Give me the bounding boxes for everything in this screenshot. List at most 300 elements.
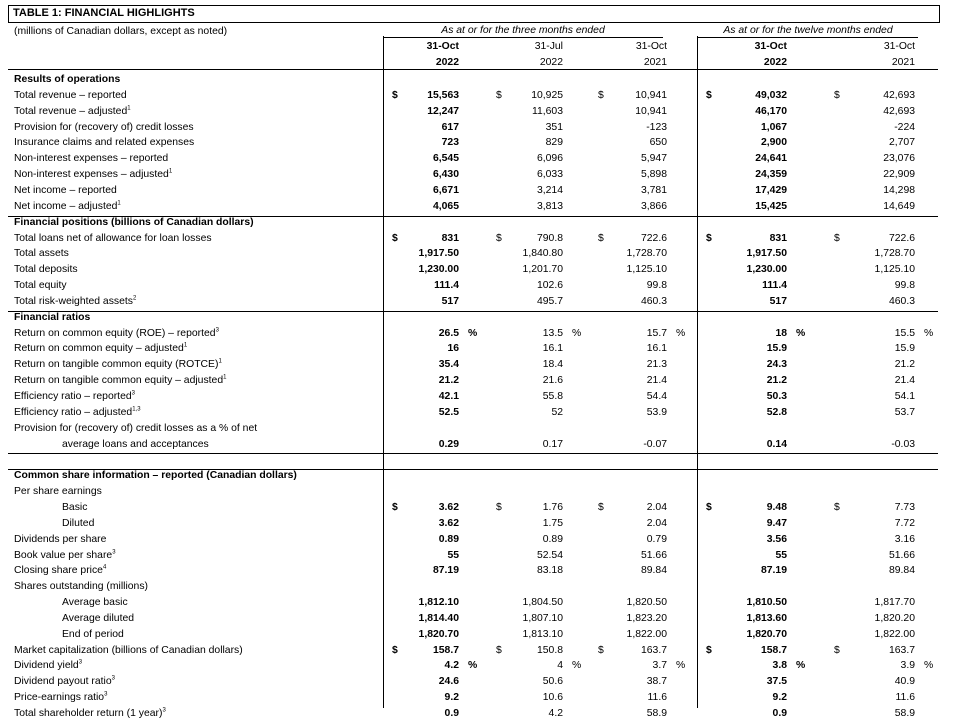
table-cell: 0.29 [438,438,459,450]
table-cell: 1,817.70 [874,597,915,609]
table-cell: 46,170 [755,105,787,117]
table-cell: 51.66 [640,549,667,561]
row-label [62,629,124,640]
table-cell: 3.56 [766,533,787,545]
table-cell: 3.8 [772,660,787,672]
row-label-text: Dividends per share [14,533,107,545]
table-cell: 1,814.40 [418,612,459,624]
table-cell: 1.75 [542,517,563,529]
table-cell: 0.17 [542,438,563,450]
table-cell: 42.1 [438,391,459,402]
footnote-marker: 3 [162,707,166,714]
currency-symbol: $ [496,89,502,101]
table-cell: 2,707 [888,137,915,149]
table-cell: 0.79 [646,533,667,545]
table-title-box [8,5,940,23]
currency-symbol: $ [598,232,604,244]
row-label-text: Provision for (recovery of) credit losses [14,121,194,133]
table-cell: 3.9 [900,660,915,672]
row-label [14,423,257,434]
table-cell: 722.6 [640,232,667,244]
percent-symbol: % [572,660,582,672]
row-label [14,708,166,719]
column-year-1: 2022 [539,57,563,68]
row-label [14,264,78,275]
footnote-marker: 3 [112,549,116,556]
table-cell: 7.72 [894,517,915,529]
table-cell: 3.16 [894,533,915,545]
row-label [14,486,102,497]
row-label-text: Efficiency ratio – adjusted [14,406,133,418]
table-cell: 16 [447,343,459,355]
currency-symbol: $ [496,232,502,244]
table-cell: 0.89 [438,533,459,545]
currency-symbol: $ [598,501,604,513]
table-cell: 460.3 [888,295,915,307]
column-separator [697,36,698,708]
percent-symbol: % [468,327,478,339]
table-cell: 831 [441,232,459,244]
table-cell: 52 [551,406,563,418]
table-cell: 24.3 [766,359,787,371]
column-date-3: 31-Oct [754,41,787,52]
table-cell: 55 [447,549,459,561]
table-cell: 15.5 [894,327,915,339]
table-cell: 35.4 [438,359,459,371]
row-label-text: Diluted [62,517,95,529]
table-cell: 163.7 [640,644,667,656]
currency-symbol: $ [392,89,398,101]
percent-symbol: % [676,327,686,339]
row-label-text: Total assets [14,248,69,260]
table-cell: 1,067 [760,121,787,133]
table-cell: 495.7 [536,295,563,307]
table-cell: 21.3 [646,359,667,371]
table-cell: 3.7 [652,660,667,672]
footnote-marker: 1 [218,358,222,365]
table-cell: 1,822.00 [874,628,915,640]
column-year-4: 2021 [891,57,915,68]
table-cell: 0.9 [444,708,459,719]
table-cell: 1,820.20 [874,612,915,624]
table-cell: 3,813 [536,200,563,212]
table-cell: 53.7 [894,406,915,418]
table-cell: 14,298 [883,184,915,196]
table-cell: 89.84 [640,565,667,577]
table-cell: 2,900 [760,137,787,149]
group-underline-three-months [383,37,663,38]
row-label-text: Dividend payout ratio [14,676,112,688]
table-cell: 21.2 [438,375,459,387]
table-cell: 24.6 [438,676,459,688]
table-cell: 1,810.50 [746,597,787,609]
table-cell: 3.62 [438,501,459,513]
table-cell: 6,430 [432,169,459,181]
table-cell: 1,812.10 [418,597,459,609]
table-cell: 0.14 [766,438,787,450]
table-cell: 2.04 [646,501,667,513]
row-label [62,597,128,608]
row-label-text: Financial ratios [14,311,91,323]
table-cell: 163.7 [888,644,915,656]
footnote-marker: 1,3 [132,406,141,413]
table-cell: 3,214 [536,184,563,196]
footnote-marker: 3 [131,390,135,397]
row-label [14,122,194,133]
footnote-marker: 1 [183,342,188,349]
row-label-text: Shares outstanding (millions) [14,581,148,593]
currency-symbol: $ [834,501,840,513]
table-cell: 15,425 [755,200,787,212]
table-cell: 11.6 [647,692,667,704]
table-cell: 2.04 [646,517,667,529]
row-label-text: Dividend yield [14,660,79,672]
row-label-text: Average basic [62,597,128,609]
footnote-marker: 3 [111,675,115,682]
row-label-text: Return on tangible common equity – adjusted [14,375,224,387]
row-label-text: Closing share price [14,565,103,577]
table-cell: 1,230.00 [746,264,787,276]
table-cell: -0.07 [643,438,667,450]
row-label-text: Return on tangible common equity (ROTCE) [14,359,219,371]
row-label [14,581,148,592]
table-cell: 650 [649,137,667,149]
percent-symbol: % [796,660,806,672]
table-cell: 15.9 [894,343,915,355]
row-label-text: Total equity [14,280,67,292]
table-cell: 158.7 [760,644,787,656]
row-label [14,90,127,101]
currency-symbol: $ [706,89,712,101]
row-label-text: Results of operations [14,74,121,85]
currency-symbol: $ [392,501,398,513]
column-separator [383,36,384,708]
row-label-text: Common share information – reported (Canadian dollars) [14,470,297,482]
row-label [14,201,121,212]
table-cell: 11.6 [895,692,915,704]
percent-symbol: % [924,660,934,672]
row-label [14,169,172,180]
row-label-text: Non-interest expenses – adjusted [14,169,169,181]
table-cell: 1,820.70 [418,628,459,640]
row-label-text: Total risk-weighted assets [14,295,133,307]
table-cell: 9.2 [772,692,787,704]
table-cell: 9.47 [766,517,787,529]
row-label-text: Price-earnings ratio [14,692,105,704]
percent-symbol: % [572,327,582,339]
table-cell: 10,941 [635,89,667,101]
table-cell: 89.84 [888,565,915,577]
table-cell: 111.4 [762,280,787,292]
table-cell: 1,823.20 [626,612,667,624]
section-heading [14,74,120,85]
row-label [14,407,141,418]
row-label [14,550,116,561]
table-cell: 52.54 [536,549,563,561]
table-cell: 14,649 [883,200,915,212]
table-cell: 1,917.50 [418,248,459,260]
row-label [14,296,136,307]
column-year-2: 2021 [643,57,667,68]
row-label [14,280,67,291]
table-cell: 17,429 [755,184,787,196]
table-cell: 55.8 [542,391,563,402]
row-label [62,502,87,513]
table-cell: 722.6 [888,232,915,244]
table-cell: 6,545 [432,153,459,165]
table-cell: 40.9 [894,676,915,688]
table-cell: 37.5 [766,676,787,688]
row-label [14,328,219,339]
table-subtitle: (millions of Canadian dollars, except as noted) [14,26,228,37]
row-label-text: Total revenue – adjusted [14,105,128,117]
table-cell: 5,898 [640,169,667,181]
footnote-marker: 1 [223,374,227,381]
row-label [14,660,82,671]
row-label-text: Per share earnings [14,486,102,498]
table-cell: 1,125.10 [874,264,915,276]
currency-symbol: $ [706,232,712,244]
table-cell: 1,728.70 [874,248,915,260]
table-cell: -0.03 [891,438,915,450]
footnote-marker: 3 [78,659,83,666]
table-cell: 22,909 [883,169,915,181]
table-cell: 1,125.10 [626,264,667,276]
section-rule [8,311,938,312]
section-heading [14,470,297,481]
row-label-text: Efficiency ratio – reported [14,391,132,402]
table-cell: 1,728.70 [626,248,667,260]
section-heading [14,217,254,228]
header-bottom-rule [8,69,938,70]
row-label [14,185,117,196]
table-cell: 21.6 [542,375,563,387]
table-cell: 16.1 [646,343,667,355]
footnote-marker: 1 [127,105,131,112]
row-label-text: Total loans net of allowance for loan losses [14,232,212,244]
footnote-marker: 3 [215,327,219,334]
section-rule [8,453,938,454]
table-cell: 21.4 [646,375,667,387]
percent-symbol: % [924,327,934,339]
table-cell: 50.3 [766,391,787,402]
table-cell: 58.9 [894,708,915,719]
table-cell: 1,201.70 [522,264,563,276]
table-cell: 10,941 [635,105,667,117]
row-label [14,359,222,370]
percent-symbol: % [468,660,478,672]
table-cell: 111.4 [434,280,459,292]
table-cell: 3,866 [640,200,667,212]
table-cell: 351 [545,121,563,133]
row-label-text: Book value per share [14,549,113,561]
row-label [14,534,106,545]
table-cell: 831 [769,232,787,244]
table-cell: 53.9 [646,406,667,418]
table-cell: 50.6 [542,676,563,688]
table-cell: 52.5 [438,406,459,418]
currency-symbol: $ [392,232,398,244]
row-label-text: Net income – reported [14,184,117,196]
table-cell: 1,230.00 [418,264,459,276]
row-label [14,375,226,386]
row-label-text: Total shareholder return (1 year) [14,708,163,719]
currency-symbol: $ [496,501,502,513]
percent-symbol: % [796,327,806,339]
currency-symbol: $ [834,89,840,101]
column-date-2: 31-Oct [635,41,667,52]
row-label [14,106,131,117]
table-cell: 15.7 [646,327,667,339]
row-label [14,343,187,354]
table-cell: 0.89 [542,533,563,545]
table-cell: 58.9 [646,708,667,719]
table-cell: 3.62 [438,517,459,529]
row-label-text: Market capitalization (billions of Canadian dollars) [14,644,243,656]
table-cell: 6,033 [536,169,563,181]
table-cell: 4.2 [444,660,459,672]
currency-symbol: $ [392,644,398,656]
table-cell: 38.7 [646,676,667,688]
table-cell: 158.7 [432,644,459,656]
table-cell: 10,925 [531,89,563,101]
row-label [62,613,134,624]
table-cell: 87.19 [760,565,787,577]
row-label-text: average loans and acceptances [62,438,209,450]
table-cell: 49,032 [755,89,787,101]
row-label [14,153,168,164]
table-cell: 617 [441,121,459,133]
row-label [14,565,106,576]
footnote-marker: 3 [104,691,108,698]
table-cell: 55 [775,549,787,561]
table-cell: 24,359 [755,169,787,181]
group-header-twelve-months: As at or for the twelve months ended [723,25,893,36]
table-cell: 42,693 [883,105,915,117]
table-cell: 52.8 [766,406,787,418]
table-cell: 21.4 [894,375,915,387]
table-cell: 54.1 [894,391,915,402]
row-label-text: Insurance claims and related expenses [14,137,195,149]
table-cell: 1,820.50 [626,597,667,609]
row-label [14,248,69,259]
table-cell: 1,820.70 [746,628,787,640]
table-cell: 1,807.10 [522,612,563,624]
currency-symbol: $ [706,644,712,656]
table-cell: 1,822.00 [626,628,667,640]
table-cell: 15,563 [427,89,459,101]
table-cell: 6,096 [536,153,563,165]
row-label [14,391,135,402]
table-cell: 6,671 [432,184,459,196]
table-cell: 21.2 [894,359,915,371]
row-label [14,676,115,687]
table-cell: 460.3 [640,295,667,307]
row-label-text: Non-interest expenses – reported [14,153,169,165]
table-cell: 9.48 [766,501,787,513]
currency-symbol: $ [706,501,712,513]
footnote-marker: 2 [132,295,137,302]
row-label [62,439,209,450]
table-cell: 4.2 [548,708,563,719]
row-label-text: Net income – adjusted [14,200,118,212]
table-cell: 51.66 [888,549,915,561]
table-cell: 23,076 [883,153,915,165]
row-label-text: Average diluted [62,612,135,624]
percent-symbol: % [676,660,686,672]
table-cell: 42,693 [883,89,915,101]
row-label-text: Return on common equity (ROE) – reported [14,327,216,339]
table-cell: 83.18 [536,565,563,577]
table-cell: 102.6 [536,280,563,292]
column-year-3: 2022 [763,57,787,68]
currency-symbol: $ [834,232,840,244]
table-cell: 13.5 [542,327,563,339]
table-cell: 99.8 [894,280,915,292]
table-cell: 99.8 [646,280,667,292]
table-cell: 16.1 [542,343,563,355]
table-cell: 1.76 [542,501,563,513]
table-cell: 12,247 [427,105,459,117]
currency-symbol: $ [598,89,604,101]
footnote-marker: 1 [117,200,121,207]
currency-symbol: $ [834,644,840,656]
row-label-text: Total deposits [14,264,78,276]
row-label [14,137,194,148]
row-label-text: Provision for (recovery of) credit losses as a % of net [14,422,258,434]
table-cell: 4 [557,660,563,672]
column-date-1: 31-Jul [534,41,563,52]
table-cell: 150.8 [536,644,563,656]
table-cell: 517 [769,295,787,307]
table-cell: 0.9 [772,708,787,719]
row-label-text: Financial positions (billions of Canadian dollars) [14,216,254,228]
table-cell: 24,641 [755,153,787,165]
table-cell: 15.9 [766,343,787,355]
footnote-marker: 1 [168,168,173,175]
column-year-0: 2022 [435,57,459,68]
table-cell: 21.2 [766,375,787,387]
table-cell: 1,917.50 [746,248,787,260]
column-date-4: 31-Oct [883,41,915,52]
table-cell: 1,813.60 [746,612,787,624]
table-cell: 3,781 [640,184,667,196]
row-label [14,233,212,244]
currency-symbol: $ [598,644,604,656]
row-label [14,645,243,656]
row-label-text: Return on common equity – adjusted [14,343,184,355]
table-cell: 18.4 [542,359,563,371]
column-date-0: 31-Oct [426,41,459,52]
table-cell: 5,947 [640,153,667,165]
table-cell: 9.2 [444,692,459,704]
currency-symbol: $ [496,644,502,656]
table-cell: 10.6 [542,692,563,704]
table-cell: -224 [894,121,915,133]
table-cell: 790.8 [536,232,563,244]
group-header-three-months: As at or for the three months ended [441,25,605,36]
footnote-marker: 4 [102,564,107,571]
group-underline-twelve-months [698,37,918,38]
section-heading [14,312,90,323]
table-cell: 1,804.50 [522,597,563,609]
table-cell: 517 [441,295,459,307]
table-cell: 26.5 [438,327,459,339]
table-cell: 829 [545,137,563,149]
row-label [14,692,107,703]
table-cell: 87.19 [432,565,459,577]
table-title: TABLE 1: FINANCIAL HIGHLIGHTS [13,7,195,19]
